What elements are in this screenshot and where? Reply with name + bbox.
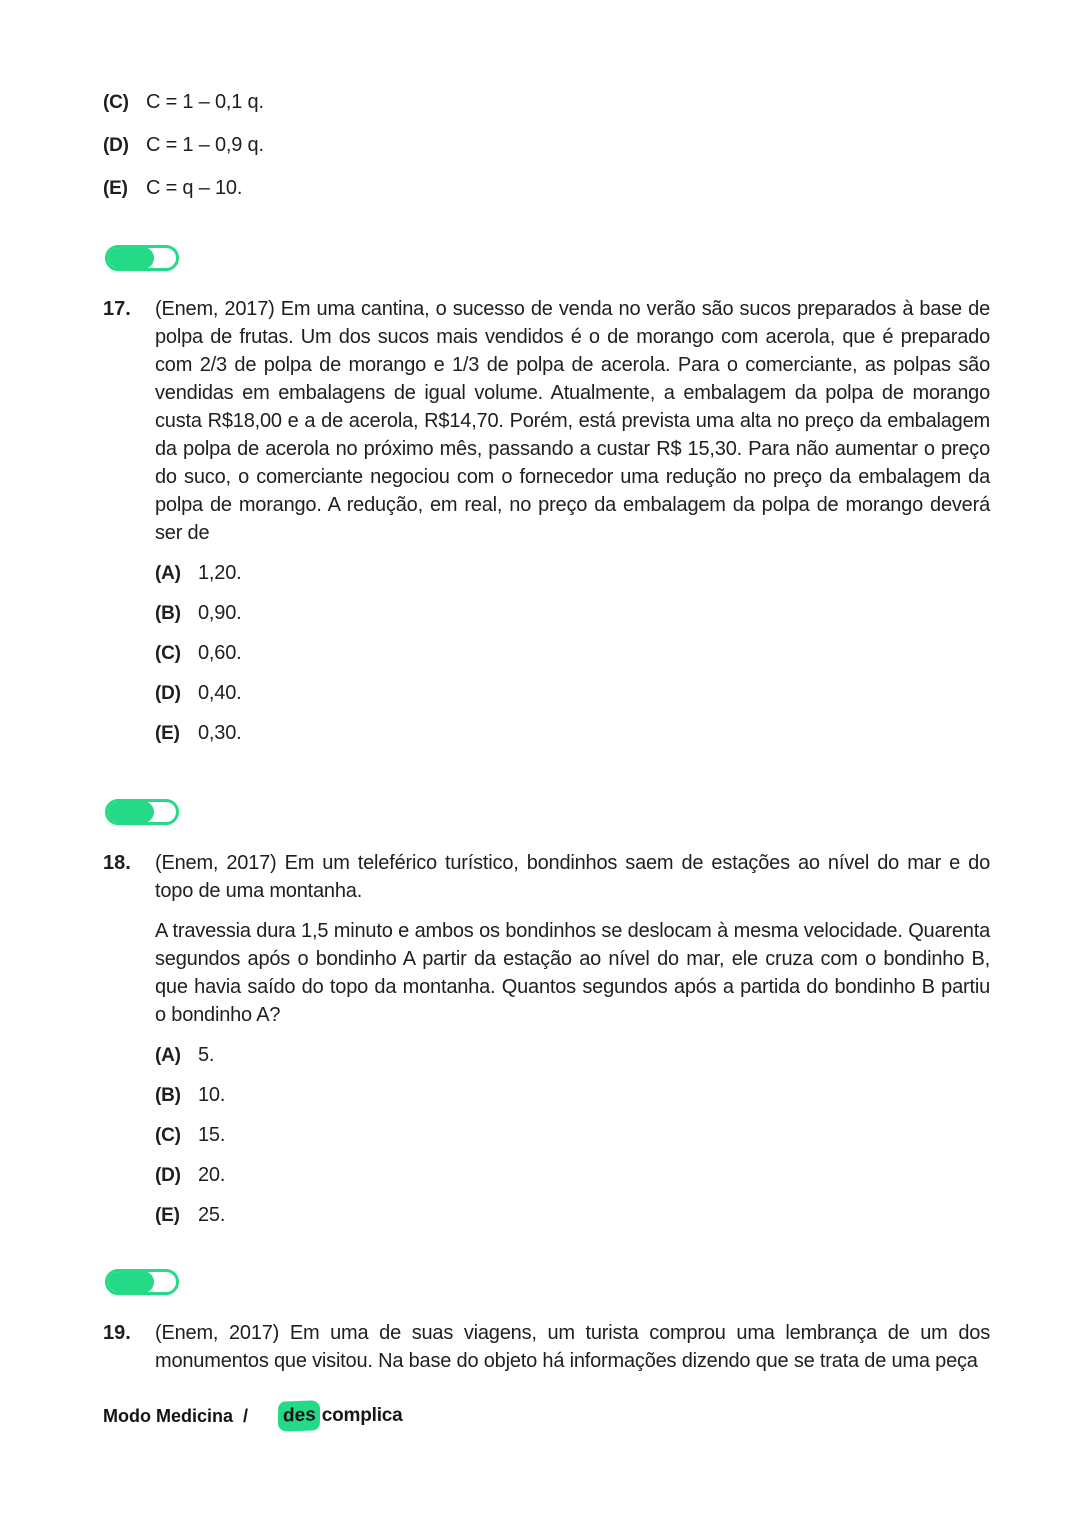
toggle-knob bbox=[107, 247, 154, 269]
option-value: 25. bbox=[198, 1204, 226, 1226]
option-row bbox=[103, 88, 990, 117]
option-value: 0,90. bbox=[198, 602, 242, 624]
carryover-options-list bbox=[103, 88, 990, 203]
option-row bbox=[155, 1081, 990, 1110]
question-17 bbox=[103, 295, 990, 759]
option-letter: (C) bbox=[155, 643, 181, 664]
question-text: (Enem, 2017) Em um teleférico turístico, bondinhos saem de estações ao nível do mar e do topo de uma montanha. bbox=[155, 852, 990, 902]
question-number: 18. bbox=[103, 852, 131, 874]
option-value: 20. bbox=[198, 1164, 226, 1186]
option-letter: (E) bbox=[155, 723, 180, 744]
option-letter: (A) bbox=[155, 563, 181, 584]
toggle-knob bbox=[107, 1271, 154, 1293]
option-row bbox=[155, 599, 990, 628]
question-18 bbox=[103, 849, 990, 1241]
option-letter: (D) bbox=[155, 683, 181, 704]
option-row bbox=[155, 639, 990, 668]
option-letter: (B) bbox=[155, 1085, 181, 1106]
answer-toggle[interactable] bbox=[105, 1269, 179, 1295]
option-row bbox=[155, 1161, 990, 1190]
option-value: C = 1 – 0,9 q. bbox=[146, 134, 264, 156]
option-row bbox=[155, 1121, 990, 1150]
option-value: 1,20. bbox=[198, 562, 242, 584]
question-text: A travessia dura 1,5 minuto e ambos os bondinhos se deslocam à mesma velocidade. Quarenta segundos após o bondinho A partir da estação ao nível do mar, ele cruza com o bondinho B, que havia saído do topo da montanha. Quantos segundos após a partida do bondinho B partiu o bondinho A? bbox=[155, 920, 990, 1026]
question-body bbox=[155, 1319, 990, 1375]
option-letter: (A) bbox=[155, 1045, 181, 1066]
answer-toggle[interactable] bbox=[105, 799, 179, 825]
option-letter: (E) bbox=[103, 178, 128, 199]
footer-separator: / bbox=[243, 1405, 249, 1426]
question-text: (Enem, 2017) Em uma de suas viagens, um turista comprou uma lembrança de um dos monumentos que visitou. Na base do objeto há informações dizendo que se trata de uma peça bbox=[155, 1322, 990, 1372]
option-value: 5. bbox=[198, 1044, 215, 1066]
option-row bbox=[155, 1041, 990, 1070]
option-letter: (B) bbox=[155, 603, 181, 624]
option-row bbox=[103, 131, 990, 160]
option-letter: (E) bbox=[155, 1205, 180, 1226]
option-value: C = q – 10. bbox=[146, 177, 243, 199]
option-value: 0,40. bbox=[198, 682, 242, 704]
descomplica-logo bbox=[278, 1401, 403, 1431]
option-letter: (D) bbox=[155, 1165, 181, 1186]
option-row bbox=[103, 174, 990, 203]
option-letter: (D) bbox=[103, 135, 129, 156]
question-body bbox=[155, 849, 990, 1241]
option-value: 10. bbox=[198, 1084, 226, 1106]
option-row bbox=[155, 679, 990, 708]
question-number: 19. bbox=[103, 1322, 131, 1344]
option-value: 0,60. bbox=[198, 642, 242, 664]
option-value: C = 1 – 0,1 q. bbox=[146, 91, 264, 113]
question-number: 17. bbox=[103, 298, 131, 320]
option-row bbox=[155, 719, 990, 748]
option-value: 15. bbox=[198, 1124, 226, 1146]
option-letter: (C) bbox=[103, 92, 129, 113]
question-options-list bbox=[155, 559, 990, 748]
option-letter: (C) bbox=[155, 1125, 181, 1146]
question-body bbox=[155, 295, 990, 759]
question-19 bbox=[103, 1319, 990, 1375]
logo-des-badge: des bbox=[278, 1400, 320, 1431]
option-row bbox=[155, 559, 990, 588]
question-text: (Enem, 2017) Em uma cantina, o sucesso de venda no verão são sucos preparados à base de polpa de frutas. Um dos sucos mais vendidos é o de morango com acerola, que é preparado com 2/3 de polpa de morango e 1/3 de polpa de acerola. Para o comerciante, as polpas são vendidas em embalagens de igual volume. Atualmente, a embalagem da polpa de morango custa R$18,00 e a de acerola, R$14,70. Porém, está prevista uma alta no preço da embalagem da polpa de acerola no próximo mês, passando a custar R$ 15,30. Para não aumentar o preço do suco, o comerciante negociou com o fornecedor uma redução no preço da embalagem da polpa de morango. A redução, em real, no preço da embalagem da polpa de morango deverá ser de bbox=[155, 298, 990, 544]
toggle-knob bbox=[107, 801, 154, 823]
option-row bbox=[155, 1201, 990, 1230]
logo-complica-text: complica bbox=[321, 1405, 403, 1426]
footer-title: Modo Medicina bbox=[103, 1405, 233, 1426]
answer-toggle[interactable] bbox=[105, 245, 179, 271]
question-options-list bbox=[155, 1041, 990, 1230]
page-footer bbox=[103, 1401, 990, 1431]
option-value: 0,30. bbox=[198, 722, 242, 744]
